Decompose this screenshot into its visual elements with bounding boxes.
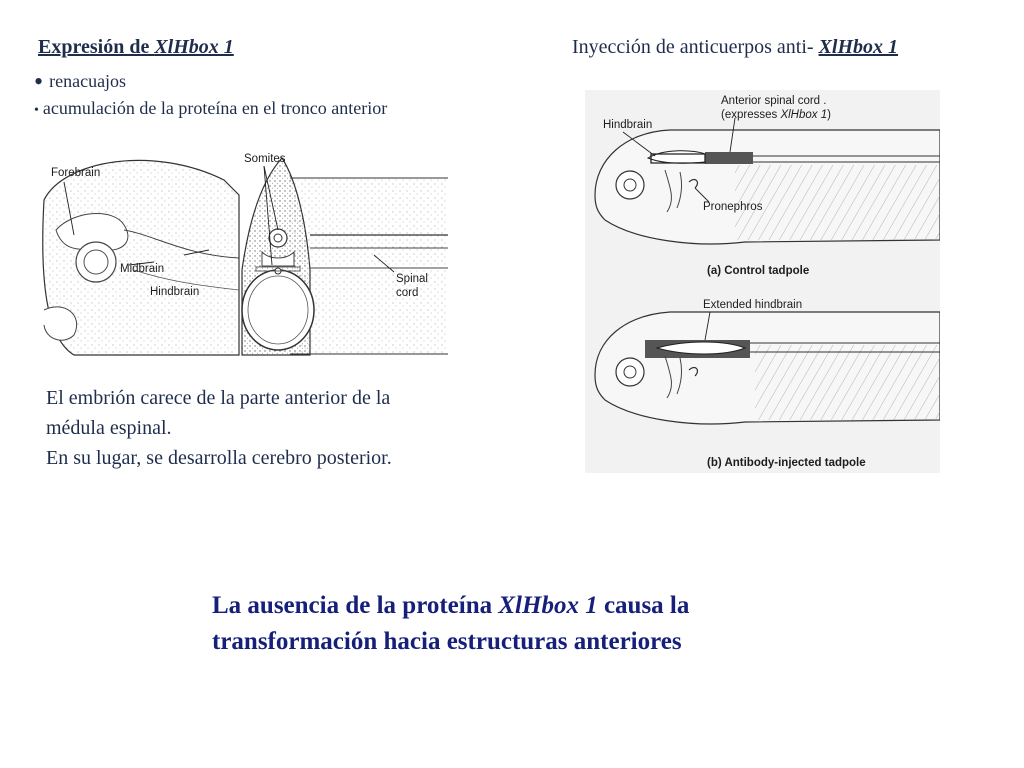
label-extended-hindbrain: Extended hindbrain xyxy=(703,299,803,311)
embryo-note: El embrión carece de la parte anterior de la médula espinal. En su lugar, se desarrolla cerebro posterior. xyxy=(46,387,392,469)
label-cord: cord xyxy=(396,287,419,299)
label-anterior-spinal-cord: Anterior spinal cord . xyxy=(721,95,827,107)
right-section-title xyxy=(572,35,898,59)
label-forebrain: Forebrain xyxy=(51,167,101,179)
caption-control-tadpole: (a) Control tadpole xyxy=(707,265,810,277)
right-title-gene: XlHbox 1 xyxy=(818,36,899,58)
bullet-dot-icon: • xyxy=(34,103,39,118)
conclusion-text: La ausencia de la proteína XlHbox 1 causa la transformación hacia estructuras anteriores xyxy=(212,592,690,655)
caption-injected-tadpole: (b) Antibody-injected tadpole xyxy=(707,457,866,469)
bullet-item: • acumulación de la proteína en el tronco anterior xyxy=(34,98,388,118)
label-expresses-gene: (expresses XlHbox 1) xyxy=(721,109,831,121)
label-midbrain: Midbrain xyxy=(120,263,165,275)
control-tadpole-drawing xyxy=(595,130,940,244)
left-title-prefix: Expresión de xyxy=(38,36,155,58)
bullet-item: • renacuajos xyxy=(34,67,127,96)
label-spinal: Spinal xyxy=(396,273,428,285)
bullet-dot-icon: • xyxy=(34,67,44,96)
bullet-list xyxy=(34,68,387,124)
tadpole-figure xyxy=(585,90,940,473)
embryo-figure xyxy=(34,140,448,364)
embryo-head-drawing xyxy=(43,160,239,355)
right-title-prefix: Inyección de anticuerpos anti- xyxy=(572,36,819,58)
injected-tadpole-drawing xyxy=(595,312,940,424)
left-title-gene: XlHbox 1 xyxy=(154,36,234,58)
embryo-trunk-drawing xyxy=(242,158,448,355)
left-section-title xyxy=(38,35,234,59)
label-hindbrain: Hindbrain xyxy=(150,286,200,298)
label-hindbrain-control: Hindbrain xyxy=(603,119,653,131)
label-somites: Somites xyxy=(244,153,286,165)
label-pronephros: Pronephros xyxy=(703,201,763,213)
